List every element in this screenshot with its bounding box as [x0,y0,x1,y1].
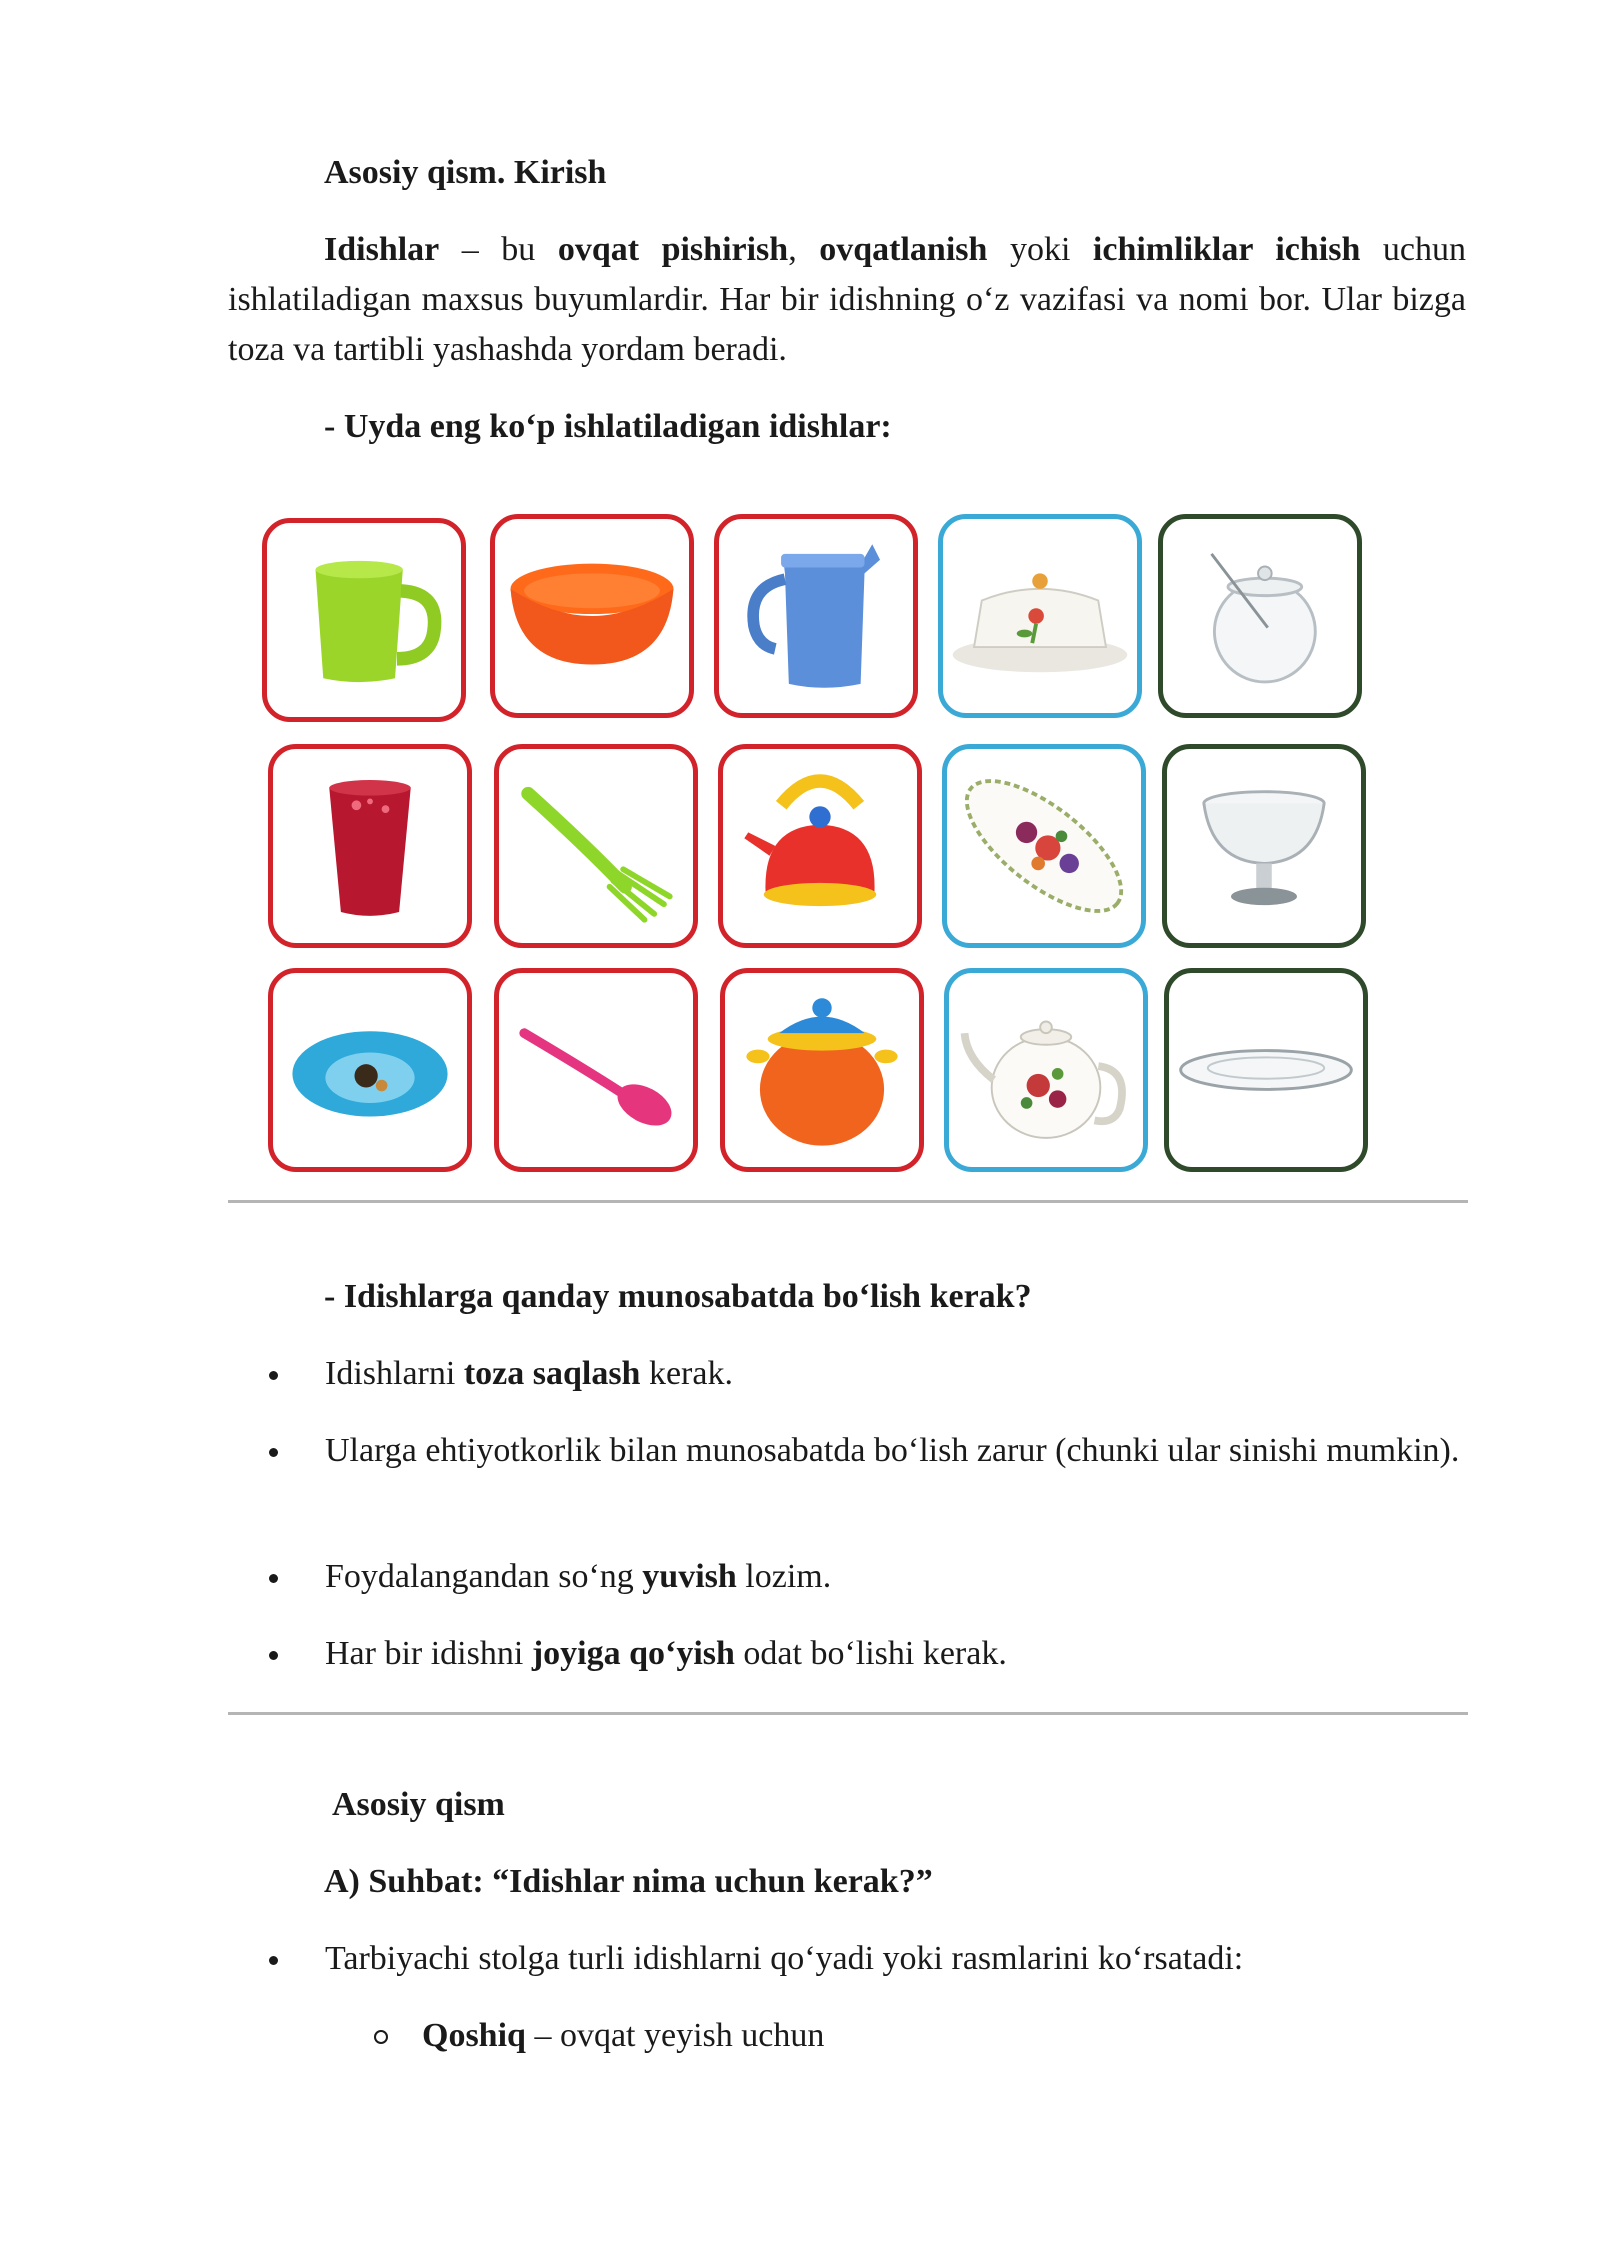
red-kettle-icon [723,749,917,943]
sub-item-term: Qoshiq [422,2017,526,2054]
bullet-text-plain: Har bir idishni [325,1635,532,1672]
glass-sugar-bowl-icon [1163,519,1357,713]
main-bullet-text: Tarbiyachi stolga turli idishlarni qo‘yadi yoki rasmlarini ko‘rsatadi: [325,1940,1244,1977]
bullet-dot [269,1956,278,1965]
glass-flat-plate-icon [1169,973,1363,1167]
card-floral-teapot [944,968,1148,1172]
floral-teapot-icon [949,973,1143,1167]
definition-text: yoki [987,231,1093,268]
definition-bold: ovqatlanish [819,231,988,268]
definition-bold: ichimliklar ichish [1092,231,1361,268]
circle-bullet [374,2030,388,2044]
red-glass-icon [273,749,467,943]
definition-text: uchun ishlatiladigan maxsus buyumlardir. Har bir idishning o‘z vazifasi va nomi bor. Ular bizga toza va tartibli yashashda yordam beradi. [228,231,1467,368]
dishes-gallery [262,510,1382,1170]
card-blue-plate [268,968,472,1172]
care-heading: - Idishlarga qanday munosabatda bo‘lish kerak? [324,1278,1032,1315]
bullet-dot [269,1651,278,1660]
glass-dessert-bowl-icon [1167,749,1361,943]
green-fork-icon [499,749,693,943]
card-floral-oval-plate [942,744,1146,948]
bullet-text-plain: Ularga ehtiyotkorlik bilan munosabatda bo‘lish zarur (chunki ular sinishi mumkin). [325,1432,1460,1469]
card-pink-spoon [494,968,698,1172]
bullet-text-plain: kerak. [640,1355,733,1392]
main-heading: Asosiy qism [332,1786,505,1823]
bullet-text-bold: yuvish [642,1558,737,1595]
bullet-dot [269,1448,278,1457]
bullet-text-bold: joyiga qo‘yish [531,1635,735,1672]
card-glass-sugar-bowl [1158,514,1362,718]
bullet-dot [269,1371,278,1380]
bullet-text-bold: toza saqlash [463,1355,641,1392]
definition-text: – bu [439,231,558,268]
sub-item-description: – ovqat yeyish uchun [525,2017,825,2054]
definition-bold: ovqat pishirish [557,231,789,268]
bullet-text-plain: Foydalangandan so‘ng [325,1558,643,1595]
care-bullet-text [325,1552,1466,1602]
card-glass-dessert-bowl [1162,744,1366,948]
term-idishlar: Idishlar [324,231,440,268]
bullet-text-plain: lozim. [736,1558,832,1595]
card-green-cup [262,518,466,722]
orange-pot-icon [725,973,919,1167]
butter-dish-icon [943,519,1137,713]
sub-item-text [422,2011,824,2061]
bullet-dot [269,1574,278,1583]
card-glass-flat-plate [1164,968,1368,1172]
card-green-fork [494,744,698,948]
bullet-text-plain: odat bo‘lishi kerak. [734,1635,1007,1672]
intro-heading: Asosiy qism. Kirish [324,154,607,191]
card-red-glass [268,744,472,948]
care-bullet-text [325,1349,1466,1399]
floral-oval-plate-icon [947,749,1141,943]
blue-plate-icon [273,973,467,1167]
card-orange-pot [720,968,924,1172]
orange-bowl-icon [495,519,689,713]
green-cup-icon [267,523,461,717]
card-butter-dish [938,514,1142,718]
blue-jug-icon [719,519,913,713]
main-subheading: A) Suhbat: “Idishlar nima uchun kerak?” [324,1863,933,1900]
care-bullet-text [325,1629,1466,1679]
common-dishes-heading: - Uyda eng ko‘p ishlatiladigan idishlar: [324,408,892,445]
care-bullet-text [325,1426,1466,1476]
section-divider [228,1712,1468,1715]
bullet-text-plain: Idishlarni [325,1355,464,1392]
definition-paragraph [228,225,1466,375]
card-blue-jug [714,514,918,718]
section-divider [228,1200,1468,1203]
card-red-kettle [718,744,922,948]
pink-spoon-icon [499,973,693,1167]
card-orange-bowl [490,514,694,718]
definition-text: , [788,231,820,268]
